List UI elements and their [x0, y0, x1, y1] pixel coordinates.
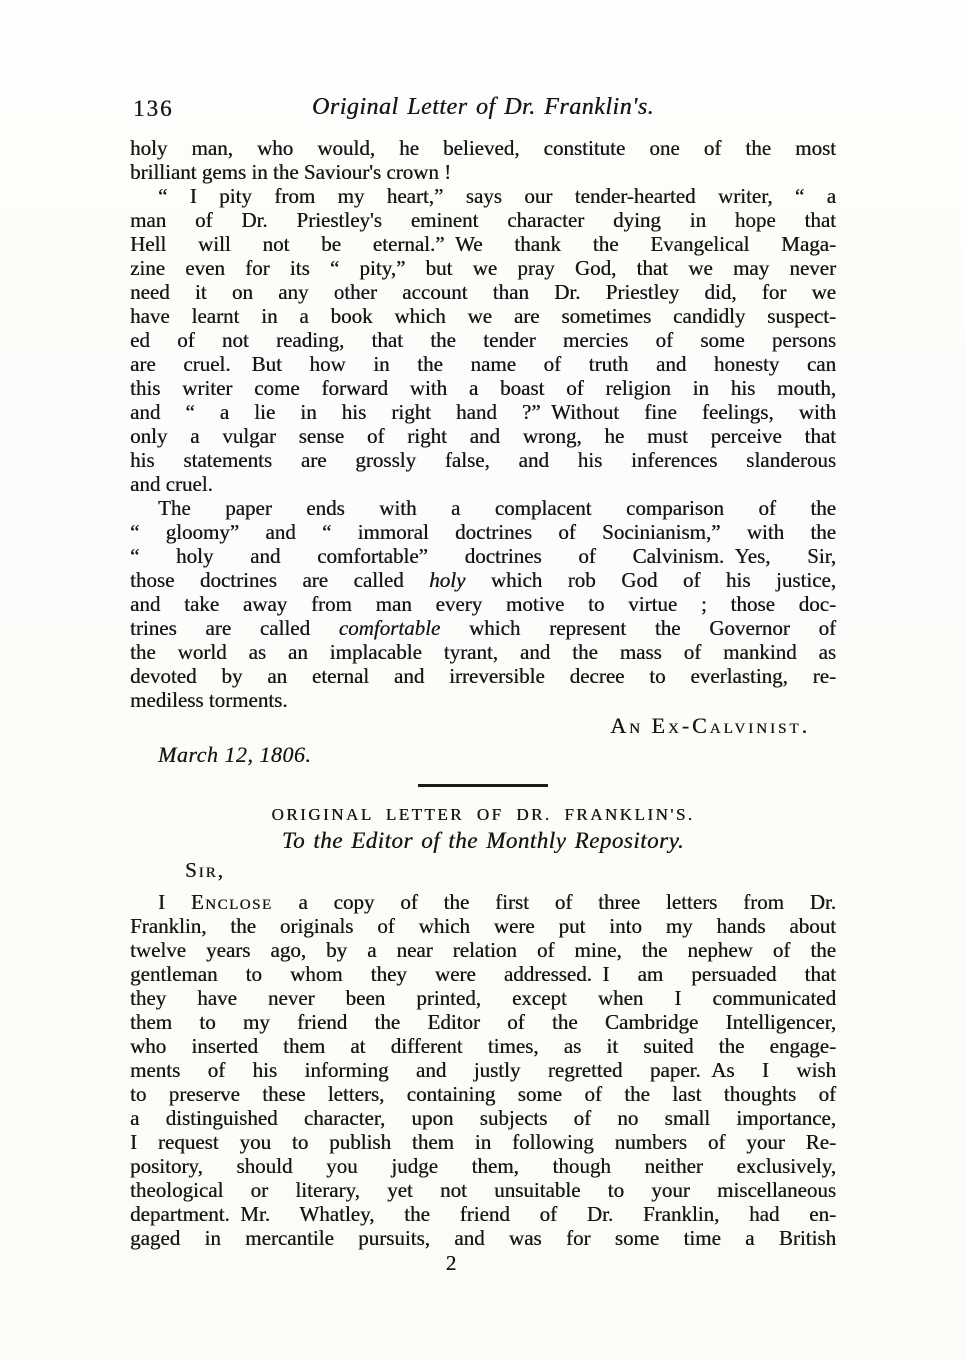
- salutation: Sir,: [185, 858, 225, 882]
- text-line: gaged in mercantile pursuits, and was for some time a British: [130, 1226, 836, 1250]
- dateline: March 12, 1806.: [158, 742, 312, 767]
- text-line: “ holy and comfortable” doctrines of Calvinism. Yes, Sir,: [130, 544, 836, 568]
- text-line: mediless torments.: [130, 688, 288, 712]
- text-line: they have never been printed, except when I communicated: [130, 986, 836, 1010]
- text-line: the world as an implacable tyrant, and the mass of mankind as: [130, 640, 836, 664]
- text-line: who inserted them at different times, as it suited the engage-: [130, 1034, 836, 1058]
- text-line: this writer come forward with a boast of religion in his mouth,: [130, 376, 836, 400]
- signature-mark: 2: [445, 1251, 457, 1275]
- text-line: man of Dr. Priestley's eminent character dying in hope that: [130, 208, 836, 232]
- running-title: Original Letter of Dr. Franklin's.: [311, 94, 655, 120]
- paragraph: [130, 184, 836, 496]
- letter-paragraph: [130, 890, 836, 1250]
- text-line: zine even for its “ pity,” but we pray God, that we may never: [130, 256, 836, 280]
- text-line: gentleman to whom they were addressed. I am persuaded that: [130, 962, 836, 986]
- text-line: a distinguished character, upon subjects of no small importance,: [130, 1106, 836, 1130]
- article-subheading: To the Editor of the Monthly Repository.: [281, 828, 685, 853]
- section-divider-rule: [418, 784, 548, 787]
- text-line: department. Mr. Whatley, the friend of Dr. Franklin, had en-: [130, 1202, 836, 1226]
- text-line: brilliant gems in the Saviour's crown !: [130, 160, 452, 184]
- text-line: those doctrines are called holy which rob God of his justice,: [130, 568, 837, 592]
- text-line: trines are called comfortable which represent the Governor of: [130, 616, 836, 640]
- running-head: [130, 94, 836, 124]
- text-line: are cruel. But how in the name of truth and honesty can: [130, 352, 836, 376]
- text-line: and cruel.: [130, 472, 213, 496]
- text-line: them to my friend the Editor of the Cambridge Intelligencer,: [130, 1010, 836, 1034]
- text-line: pository, should you judge them, though neither exclusively,: [130, 1154, 836, 1178]
- text-line: his statements are grossly false, and his inferences slanderous: [130, 448, 836, 472]
- text-line: “ I pity from my heart,” says our tender-hearted writer, “ a: [158, 184, 836, 208]
- text-line: holy man, who would, he believed, constitute one of the most: [130, 136, 836, 160]
- text-line: “ gloomy” and “ immoral doctrines of Socinianism,” with the: [130, 520, 836, 544]
- text-line: to preserve these letters, containing some of the last thoughts of: [130, 1082, 836, 1106]
- text-line: need it on any other account than Dr. Priestley did, for we: [130, 280, 836, 304]
- text-line: I request you to publish them in following numbers of your Re-: [130, 1130, 836, 1154]
- signoff-line: An Ex-Calvinist.: [610, 713, 810, 738]
- text-line: The paper ends with a complacent comparison of the: [158, 496, 836, 520]
- text-line: only a vulgar sense of right and wrong, he must perceive that: [130, 424, 836, 448]
- paragraph-continuation: [130, 136, 836, 184]
- text-line: twelve years ago, by a near relation of mine, the nephew of the: [130, 938, 836, 962]
- text-line: I Enclose a copy of the first of three letters from Dr.: [158, 890, 837, 914]
- text-line: and “ a lie in his right hand ?” Without fine feelings, with: [130, 400, 836, 424]
- text-line: Franklin, the originals of which were put into my hands about: [130, 914, 836, 938]
- text-line: have learnt in a book which we are sometimes candidly suspect-: [130, 304, 836, 328]
- text-block: [130, 94, 836, 1276]
- text-line: Hell will not be eternal.” We thank the Evangelical Maga-: [130, 232, 836, 256]
- text-line: ed of not reading, that the tender mercies of some persons: [130, 328, 836, 352]
- page-number: 136: [133, 96, 174, 121]
- text-line: theological or literary, yet not unsuitable to your miscellaneous: [130, 1178, 836, 1202]
- text-line: ments of his informing and justly regretted paper. As I wish: [130, 1058, 836, 1082]
- text-line: devoted by an eternal and irreversible decree to everlasting, re-: [130, 664, 836, 688]
- article-heading: ORIGINAL LETTER OF DR. FRANKLIN'S.: [271, 805, 695, 824]
- paragraph: [130, 496, 836, 712]
- text-line: and take away from man every motive to virtue ; those doc-: [130, 592, 836, 616]
